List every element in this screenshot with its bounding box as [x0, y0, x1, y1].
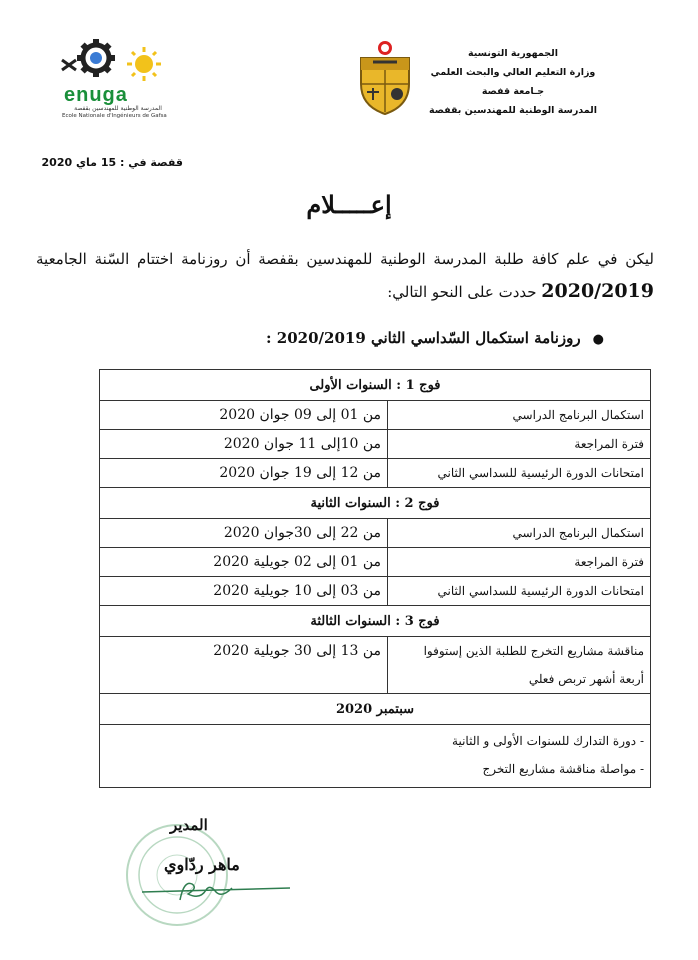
- activity-cell: امتحانات الدورة الرئيسية للسداسي الثاني: [388, 577, 651, 606]
- logo-wordmark: enuga: [64, 84, 128, 106]
- intro-text: ليكن في علم كافة طلبة المدرسة الوطنية للمهندسين بقفصة أن روزنامة اختتام السّنة الجامعية: [36, 250, 654, 268]
- calendar-heading: [266, 329, 604, 347]
- document-date: قفصة في : 15 ماي 2020: [41, 156, 183, 169]
- dates-cell: من 03 إلى 10 جويلية 2020: [100, 577, 388, 606]
- table-row: [100, 430, 651, 459]
- activity-cell: فترة المراجعة: [388, 430, 651, 459]
- table-row: [100, 401, 651, 430]
- group-header: فوج 2 : السنوات الثانية: [100, 488, 651, 519]
- activity-line-1: مناقشة مشاريع التخرج للطلبة الذين إستوفوا: [423, 644, 644, 658]
- dates-cell: من 12 إلى 19 جوان 2020: [100, 459, 388, 488]
- header-line-ministry: وزارة التعليم العالي والبحث العلمي: [430, 67, 596, 78]
- table-row: [100, 577, 651, 606]
- table-row: [100, 459, 651, 488]
- activity-cell: استكمال البرنامج الدراسي: [388, 401, 651, 430]
- dates-cell: من 01 إلى 02 جويلية 2020: [100, 548, 388, 577]
- director-title: المدير: [170, 816, 208, 834]
- dates-cell: من 01 إلى 09 جوان 2020: [100, 401, 388, 430]
- bullet-icon: ●: [592, 332, 604, 347]
- group-header: فوج 3 : السنوات الثالثة: [100, 606, 651, 637]
- logo-subtitle-ar: المدرسة الوطنية للمهندسين بقفصة: [74, 105, 162, 112]
- gear-sun-logo-icon: [58, 38, 178, 88]
- institution-header: [418, 44, 608, 120]
- header-line-university: جـامعة قفصة: [481, 86, 545, 97]
- school-logo: [58, 38, 178, 120]
- dates-cell: من 22 إلى 30جوان 2020: [100, 519, 388, 548]
- calendar-title: روزنامة استكمال السّداسي الثاني 2020/2019 :: [266, 329, 581, 347]
- header-line-school: المدرسة الوطنية للمهندسين بقفصة: [428, 105, 597, 116]
- activity-cell: امتحانات الدورة الرئيسية للسداسي الثاني: [388, 459, 651, 488]
- logo-subtitle-fr: Ecole Nationale d'Ingénieurs de Gafsa: [62, 113, 167, 119]
- table-row: [100, 725, 651, 788]
- dates-cell: من 13 إلى 30 جويلية 2020: [100, 637, 388, 694]
- activity-cell: فترة المراجعة: [388, 548, 651, 577]
- september-header: سبتمبر 2020: [100, 694, 651, 725]
- tunisia-coat-of-arms-icon: [353, 40, 417, 116]
- director-name: ماهر ردّاوي: [164, 855, 240, 874]
- intro-paragraph: [36, 243, 654, 308]
- dates-cell: من 10إلى 11 جوان 2020: [100, 430, 388, 459]
- header-line-republic: الجمهورية التونسية: [468, 48, 558, 59]
- activity-cell: [388, 637, 651, 694]
- schedule-table: [99, 369, 651, 788]
- activity-line-2: أربعة أشهر تربص فعلي: [528, 672, 644, 686]
- table-row: [100, 548, 651, 577]
- intro-text-end: حددت على النحو التالي:: [387, 283, 537, 301]
- handwritten-signature-icon: [140, 870, 300, 910]
- group-header: فوج 1 : السنوات الأولى: [100, 370, 651, 401]
- september-items: [100, 725, 651, 788]
- intro-year: 2020/2019: [541, 280, 654, 302]
- list-item: - دورة التدارك للسنوات الأولى و الثانية: [452, 734, 644, 748]
- page-title: إعـــــلام: [306, 190, 392, 219]
- table-row: [100, 519, 651, 548]
- activity-cell: استكمال البرنامج الدراسي: [388, 519, 651, 548]
- list-item: - مواصلة مناقشة مشاريع التخرج: [482, 762, 644, 776]
- table-row: [100, 637, 651, 694]
